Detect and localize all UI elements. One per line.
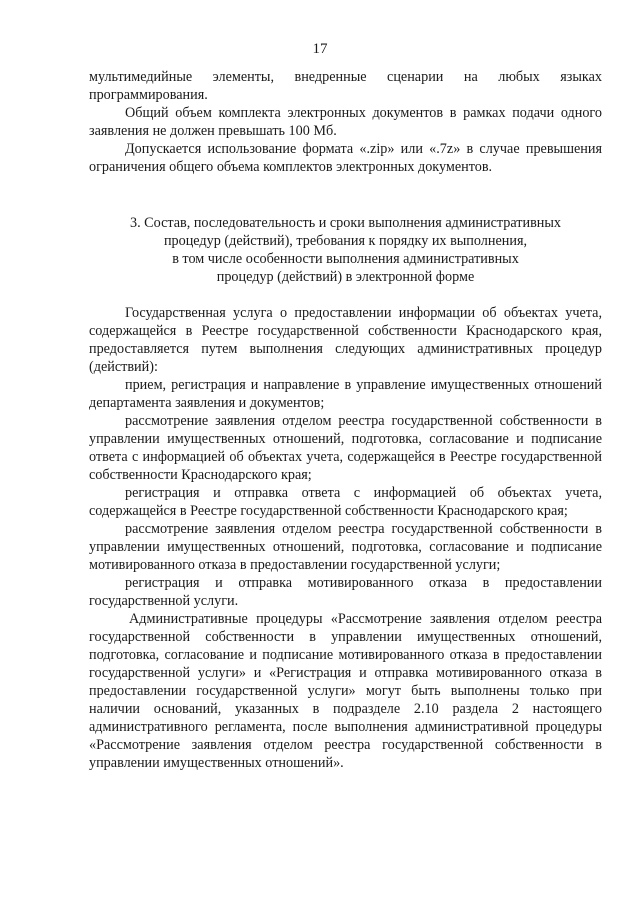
section-title-line: процедур (действий) в электронной форме [216,269,475,285]
section-title-line: процедур (действий), требования к порядку их выполнения, [163,233,528,249]
paragraph-intro: Государственная услуга о предоставлении информации об объектах учета, содержащейся в Реестре государственной собственности Краснодарского края, предоставляется путем выполнения следующих административных процедур (действий): [89,305,602,375]
section-title [89,214,602,286]
paragraph-continuation: мультимедийные элементы, внедренные сценарии на любых языках программирования. [89,69,602,103]
list-item-procedure: рассмотрение заявления отделом реестра государственной собственности в управлении имущественных отношений, подготовка, согласование и подписание ответа с информацией об объектах учета, содержащейся в Реестре государственной собственности Краснодарского края; [89,413,602,483]
list-item-procedure: прием, регистрация и направление в управление имущественных отношений департамента заявления и документов; [89,377,602,411]
list-item-procedure: рассмотрение заявления отделом реестра государственной собственности в управлении имущественных отношений, подготовка, согласование и подписание мотивированного отказа в предоставлении государственной услуги; [89,521,602,573]
spacer [89,286,602,304]
paragraph-archive-formats: Допускается использование формата «.zip» или «.7z» в случае превышения ограничения общего объема комплектов электронных документов. [89,141,602,175]
list-item-procedure: регистрация и отправка мотивированного отказа в предоставлении государственной услуги. [89,575,602,609]
page-number: 17 [312,41,328,57]
section-title-line: 3. Состав, последовательность и сроки выполнения административных [129,215,562,231]
list-item-procedure: регистрация и отправка ответа с информацией об объектах учета, содержащейся в Реестре государственной собственности Краснодарского края; [89,485,602,519]
paragraph-conditions: Административные процедуры «Рассмотрение заявления отделом реестра государственной собственности в управлении имущественных отношений, подготовка, согласование и подписание мотивированного отказа в предоставлении государственной услуги» и «Регистрация и отправка мотивированного отказа в предоставлении государственной услуги» могут быть выполнены только при наличии оснований, указанных в подразделе 2.10 раздела 2 настоящего административного регламента, после выполнения административной процедуры «Рассмотрение заявления отделом реестра государственной собственности в управлении имущественных отношений». [89,611,602,771]
section-title-line: в том числе особенности выполнения административных [172,251,519,267]
page-content [89,68,602,772]
paragraph-size-limit: Общий объем комплекта электронных документов в рамках подачи одного заявления не должен превышать 100 Мб. [89,105,602,139]
